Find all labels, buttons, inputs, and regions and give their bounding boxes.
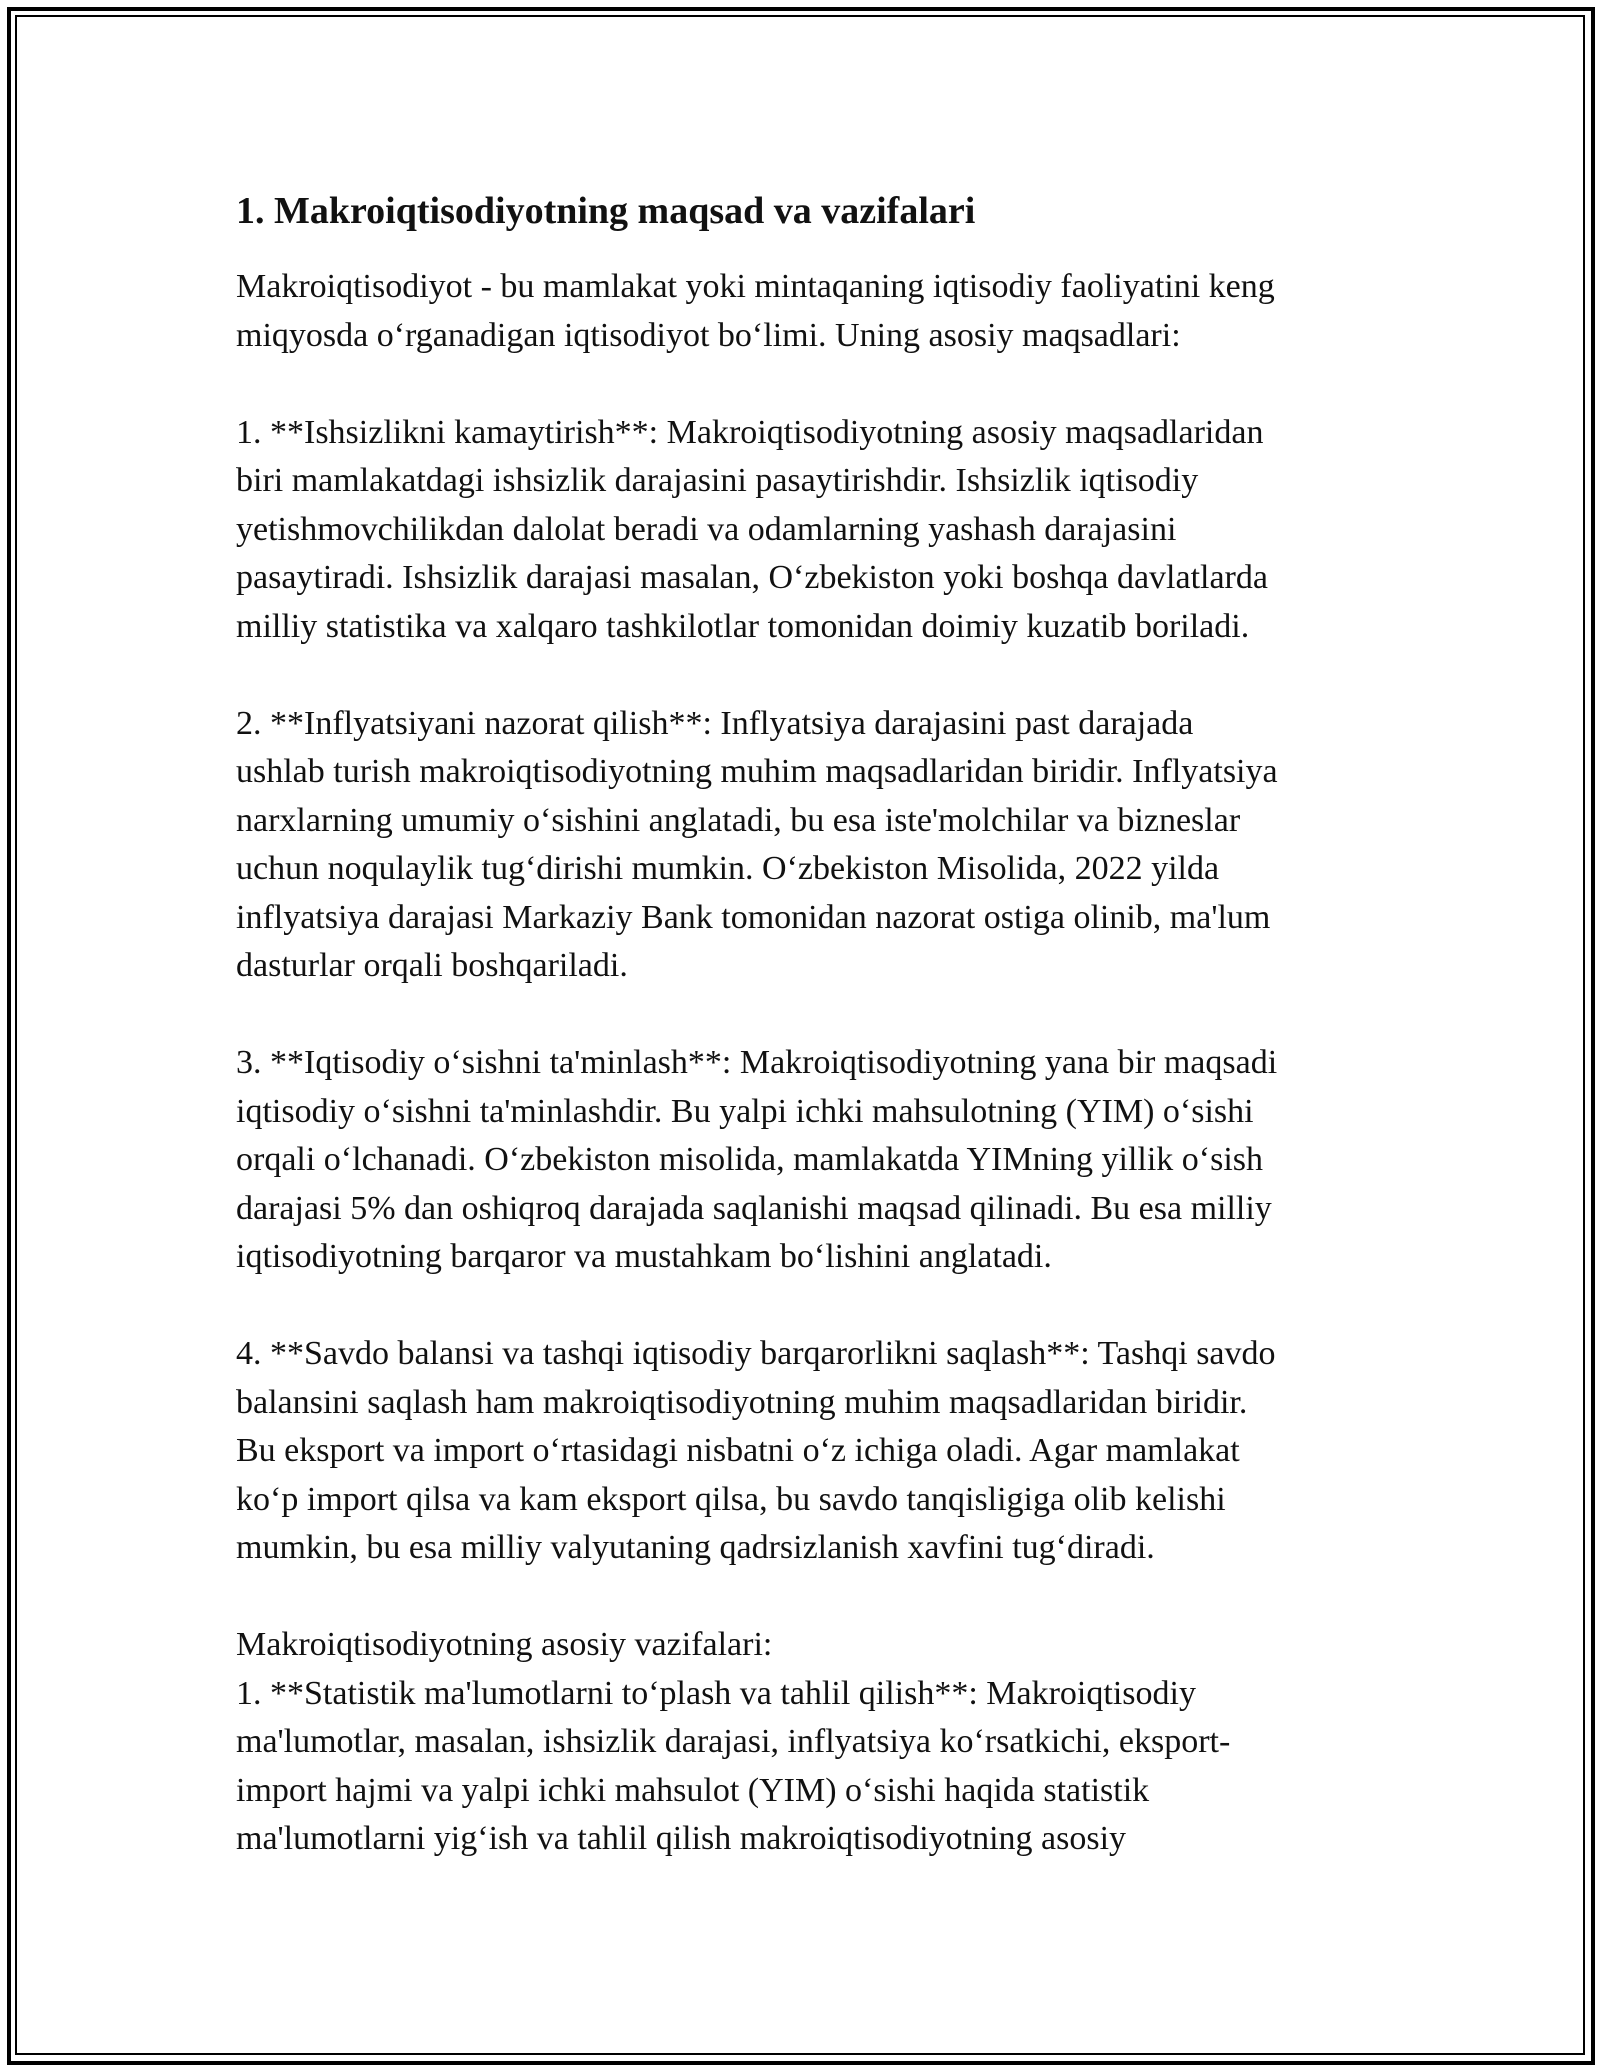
- text-line: yetishmovchilikdan dalolat beradi va odamlarning yashash darajasini: [236, 510, 1177, 548]
- section-heading: 1. Makroiqtisodiyotning maqsad va vazifalari: [236, 190, 976, 232]
- text-line: inflyatsiya darajasi Markaziy Bank tomonidan nazorat ostiga olinib, ma'lum: [236, 898, 1271, 936]
- paragraph-goal-2-inflation: [236, 700, 1386, 991]
- text-line: narxlarning umumiy o‘sishini anglatadi, bu esa iste'molchilar va bizneslar: [236, 801, 1241, 839]
- text-line: 1. **Statistik ma'lumotlarni to‘plash va tahlil qilish**: Makroiqtisodiy: [236, 1674, 1196, 1712]
- text-line: darajasi 5% dan oshiqroq darajada saqlanishi maqsad qilinadi. Bu esa milliy: [236, 1189, 1272, 1227]
- text-line: dasturlar orqali boshqariladi.: [236, 947, 628, 984]
- text-line: Bu eksport va import o‘rtasidagi nisbatni o‘z ichiga oladi. Agar mamlakat: [236, 1432, 1240, 1469]
- text-line: mumkin, bu esa milliy valyutaning qadrsizlanish xavfini tug‘diradi.: [236, 1529, 1155, 1566]
- text-line: iqtisodiyotning barqaror va mustahkam bo‘lishini anglatadi.: [236, 1238, 1052, 1275]
- text-line: ma'lumotlar, masalan, ishsizlik darajasi, inflyatsiya ko‘rsatkichi, eksport-: [236, 1723, 1231, 1760]
- paragraph-goal-3-growth: [236, 1039, 1386, 1282]
- paragraph-goal-4-trade-balance: [236, 1330, 1386, 1573]
- text-line: milliy statistika va xalqaro tashkilotlar tomonidan doimiy kuzatib boriladi.: [236, 607, 1250, 645]
- text-line: 2. **Inflyatsiyani nazorat qilish**: Inflyatsiya darajasini past darajada: [236, 704, 1194, 742]
- text-line: ko‘p import qilsa va kam eksport qilsa, bu savdo tanqisligiga olib kelishi: [236, 1480, 1226, 1518]
- text-line: iqtisodiy o‘sishni ta'minlashdir. Bu yalpi ichki mahsulotning (YIM) o‘sishi: [236, 1092, 1254, 1130]
- text-line: Makroiqtisodiyot - bu mamlakat yoki mintaqaning iqtisodiy faoliyatini keng: [236, 268, 1275, 305]
- paragraph-goal-1-unemployment: [236, 409, 1386, 652]
- text-line: orqali o‘lchanadi. O‘zbekiston misolida, mamlakatda YIMning yillik o‘sish: [236, 1141, 1264, 1178]
- document-body: [236, 186, 1386, 1864]
- text-line: balansini saqlash ham makroiqtisodiyotning muhim maqsadlaridan biridir.: [236, 1383, 1248, 1421]
- text-line: 1. **Ishsizlikni kamaytirish**: Makroiqtisodiyotning asosiy maqsadlaridan: [236, 413, 1264, 451]
- text-line: 4. **Savdo balansi va tashqi iqtisodiy barqarorlikni saqlash**: Tashqi savdo: [236, 1335, 1276, 1372]
- text-line: biri mamlakatdagi ishsizlik darajasini pasaytirishdir. Ishsizlik iqtisodiy: [236, 462, 1199, 499]
- text-line: uchun noqulaylik tug‘dirishi mumkin. O‘zbekiston Misolida, 2022 yilda: [236, 850, 1220, 887]
- text-line: import hajmi va yalpi ichki mahsulot (YIM) o‘sishi haqida statistik: [236, 1771, 1150, 1809]
- text-line: Makroiqtisodiyotning asosiy vazifalari:: [236, 1626, 773, 1663]
- text-line: 3. **Iqtisodiy o‘sishni ta'minlash**: Makroiqtisodiyotning yana bir maqsadi: [236, 1044, 1278, 1081]
- text-line: ushlab turish makroiqtisodiyotning muhim maqsadlaridan biridir. Inflyatsiya: [236, 753, 1278, 790]
- paragraph-intro: [236, 263, 1386, 360]
- text-line: ma'lumotlarni yig‘ish va tahlil qilish makroiqtisodiyotning asosiy: [236, 1820, 1127, 1857]
- text-line: pasaytiradi. Ishsizlik darajasi masalan, O‘zbekiston yoki boshqa davlatlarda: [236, 559, 1268, 596]
- paragraph-tasks: [236, 1621, 1386, 1864]
- text-line: miqyosda o‘rganadigan iqtisodiyot bo‘limi. Uning asosiy maqsadlari:: [236, 316, 1181, 354]
